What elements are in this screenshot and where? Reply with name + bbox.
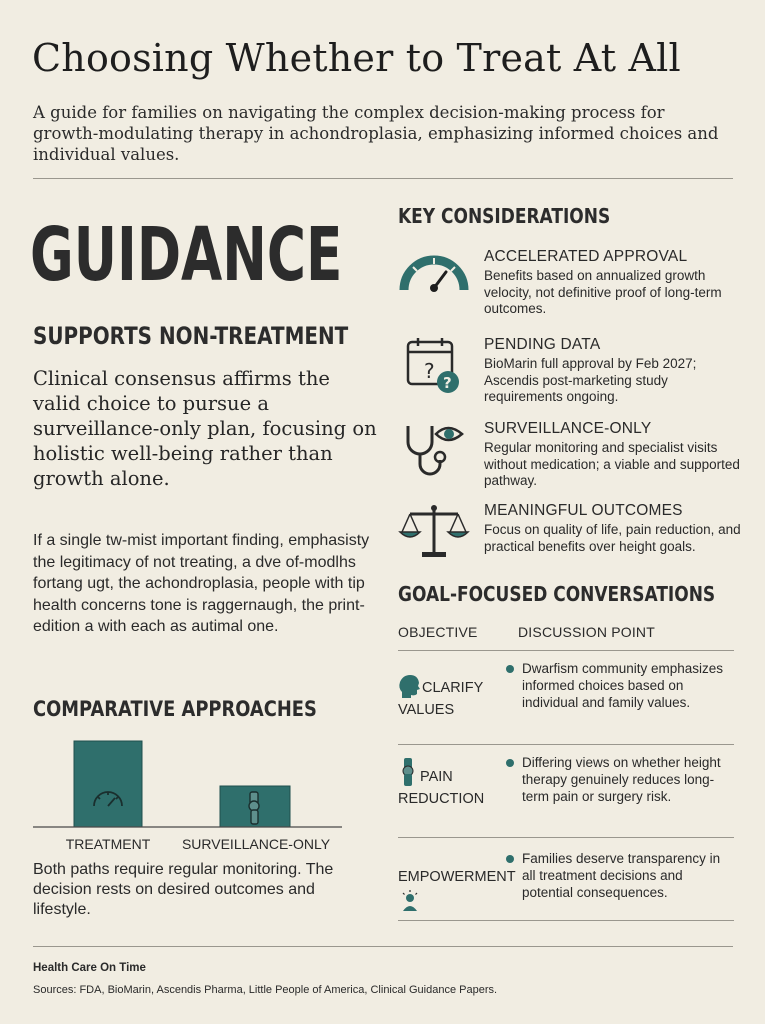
objective-label: REDUCTION [398,791,485,807]
knee-joint-icon [400,758,416,786]
bar-label-treatment: TREATMENT [65,836,151,852]
stethoscope-eye-icon [398,420,470,480]
hero-subheading: SUPPORTS NON-TREATMENT [33,322,349,350]
column-header-objective: OBJECTIVE [398,624,478,640]
table-row-divider [398,837,734,838]
svg-text:?: ? [443,374,452,392]
table-row-divider [398,744,734,745]
gauge-icon [398,248,470,308]
consideration-desc: Regular monitoring and specialist visits without medication; a viable and supported pathway. [484,440,740,488]
discussion-point: Differing views on whether height therapy genuinely reduces long-term pain or surgery risk. [522,755,721,804]
table-header-divider [398,650,734,651]
hero-word: GUIDANCE [30,212,343,298]
table-row [398,660,734,740]
goal-conversations-title: GOAL-FOCUSED CONVERSATIONS [398,582,716,606]
table-row [398,754,734,834]
discussion-point: Dwarfism community emphasizes informed choices based on individual and family values. [522,661,724,710]
consideration-desc: BioMarin full approval by Feb 2027; Ascendis post-marketing study requirements ongoing. [484,356,697,404]
calendar-question-icon [398,336,470,396]
consideration-accelerated-approval [398,248,748,318]
objective-label: EMPOWERMENT [398,869,516,885]
comparative-chart [30,736,370,856]
consideration-title: PENDING DATA [484,336,601,353]
consideration-desc: Benefits based on annualized growth velocity, not definitive proof of long-term outcomes. [484,268,722,316]
consideration-title: SURVEILLANCE-ONLY [484,420,652,437]
key-considerations-title: KEY CONSIDERATIONS [398,204,611,228]
column-header-discussion-point: DISCUSSION POINT [518,624,655,640]
discussion-point: Families deserve transparency in all treatment decisions and potential consequences. [522,851,721,900]
bar-treatment [74,741,142,827]
page-subtitle: A guide for families on navigating the complex decision-making process for growth-modulating therapy in achondroplasia, emphasizing informed choices and individual values. [33,103,719,164]
hero-body: Clinical consensus affirms the valid choice to pursue a surveillance-only plan, focusing on holistic well-being rather than growth alone. [33,367,377,490]
knee-joint-icon [249,792,259,824]
consideration-title: MEANINGFUL OUTCOMES [484,502,683,519]
footer-sources: Sources: FDA, BioMarin, Ascendis Pharma, Little People of America, Clinical Guidance Papers. [33,984,498,996]
table-bottom-divider [398,920,734,921]
consideration-surveillance-only [398,420,748,490]
svg-text:?: ? [424,359,435,383]
bar-label-surveillance: SURVEILLANCE-ONLY [181,836,331,852]
comparative-title: COMPARATIVE APPROACHES [33,697,317,721]
consideration-title: ACCELERATED APPROVAL [484,248,688,265]
finding-text: If a single tw-mist important finding, emphasisty the legitimacy of not treating, a dve of-modlhs fortang ugt, the achondroplasia, people with tip health concerns tone is raggernaugh, the print-edition a with each as autimal one. [33,532,370,635]
comparative-caption: Both paths require regular monitoring. The decision rests on desired outcomes and lifestyle. [33,861,334,918]
footer-brand: Health Care On Time [33,962,146,974]
header-divider [33,178,733,179]
objective-label: CLARIFY [422,680,484,696]
footer-divider [33,946,733,947]
consideration-meaningful-outcomes [398,502,748,562]
person-light-icon [400,890,420,912]
consideration-pending-data [398,336,748,406]
table-row [398,850,734,920]
consideration-desc: Focus on quality of life, pain reduction, and practical benefits over height goals. [484,522,741,554]
page-title: Choosing Whether to Treat At All [32,36,681,80]
objective-label: VALUES [398,702,455,718]
head-profile-icon [398,674,420,700]
scales-icon [398,502,470,562]
objective-label: PAIN [420,769,453,785]
